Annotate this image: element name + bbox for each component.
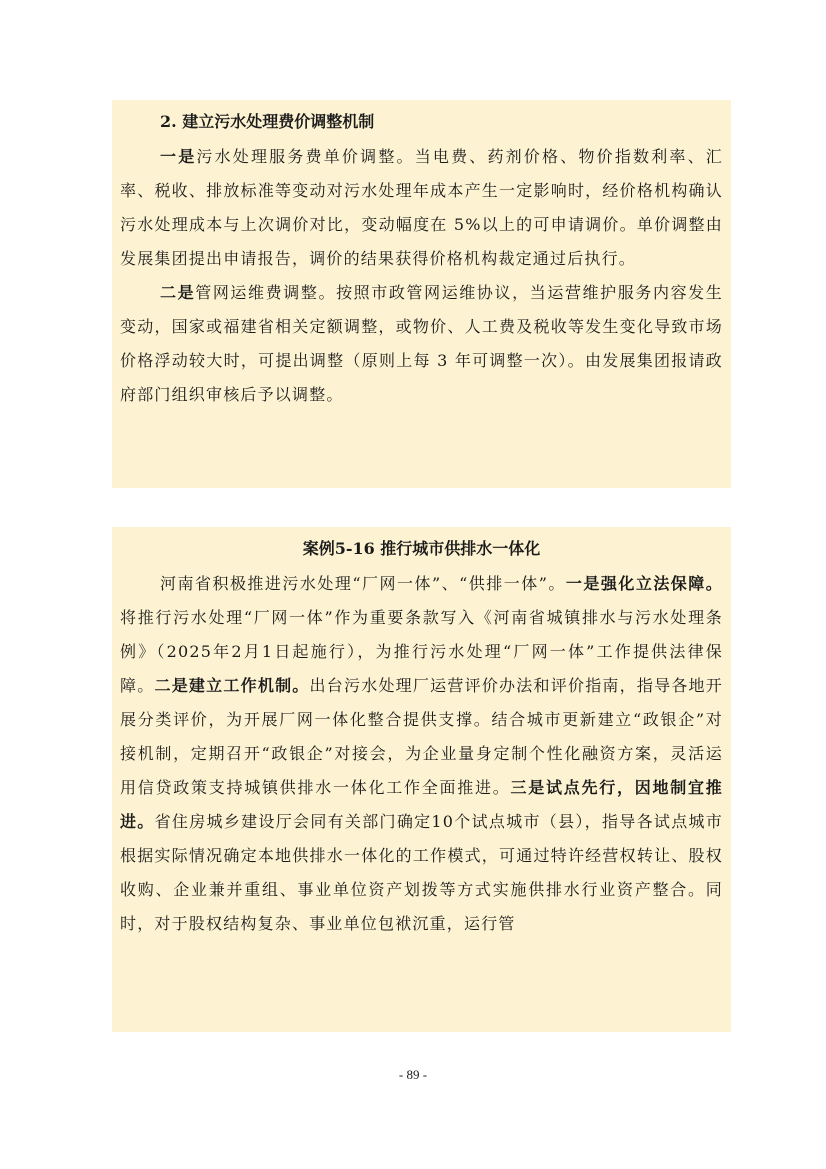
case-bold-2: 二是建立工作机制。 [154,676,310,695]
paragraph-pipe-network [120,276,723,412]
section-heading: 2. 建立污水处理费价调整机制 [160,112,375,131]
case-study-box [112,527,731,1032]
case-title: 案例5-16 推行城市供排水一体化 [302,539,541,558]
lead-second: 二是 [160,283,196,302]
case-bold-3: 三是试点先行，因地制宜推进。 [120,778,723,831]
case-bold-1: 一是强化立法保障。 [565,574,723,593]
case-text-1: 河南省积极推进污水处理“厂网一体”、“供排一体”。 [160,574,566,593]
paragraph-text: 管网运维费调整。按照市政管网运维协议，当运营维护服务内容发生变动，国家或福建省相关定额调整，或物价、人工费及税收等发生变化导致市场价格浮动较大时，可提出调整（原则上每 3 年可调整一次）。由发展集团报请政府部门组织审核后予以调整。 [120,283,723,404]
lead-first: 一是 [160,147,197,166]
case-text-2: 将推行污水处理“厂网一体”作为重要条款写入《河南省城镇排水与污水处理条例》（2025年2月1日起施行），为推行污水处理“厂网一体”工作提供法律保障。 [120,608,723,695]
case-paragraph [120,567,723,941]
case-text-4: 省住房城乡建设厅会同有关部门确定10个试点城市（县），指导各试点城市根据实际情况确定本地供排水一体化的工作模式，可通过特许经营权转让、股权收购、企业兼并重组、事业单位资产划拨等方式实施供排水行业资产整合。同时，对于股权结构复杂、事业单位包袱沉重，运行管 [120,812,723,933]
policy-section-box [112,100,731,488]
page-number: - 89 - [398,1067,428,1082]
paragraph-unit-price [120,140,723,276]
paragraph-text: 污水处理服务费单价调整。当电费、药剂价格、物价指数利率、汇率、税收、排放标准等变动对污水处理年成本产生一定影响时，经价格机构确认污水处理成本与上次调价对比，变动幅度在 5%以上的可申请调价。单价调整由发展集团提出申请报告，调价的结果获得价格机构裁定通过后执行。 [120,147,723,268]
case-text-3: 出台污水处理厂运营评价办法和评价指南，指导各地开展分类评价，为开展厂网一体化整合提供支撑。结合城市更新建立“政银企”对接机制，定期召开“政银企”对接会，为企业量身定制个性化融资方案，灵活运用信贷政策支持城镇供排水一体化工作全面推进。 [120,676,723,797]
